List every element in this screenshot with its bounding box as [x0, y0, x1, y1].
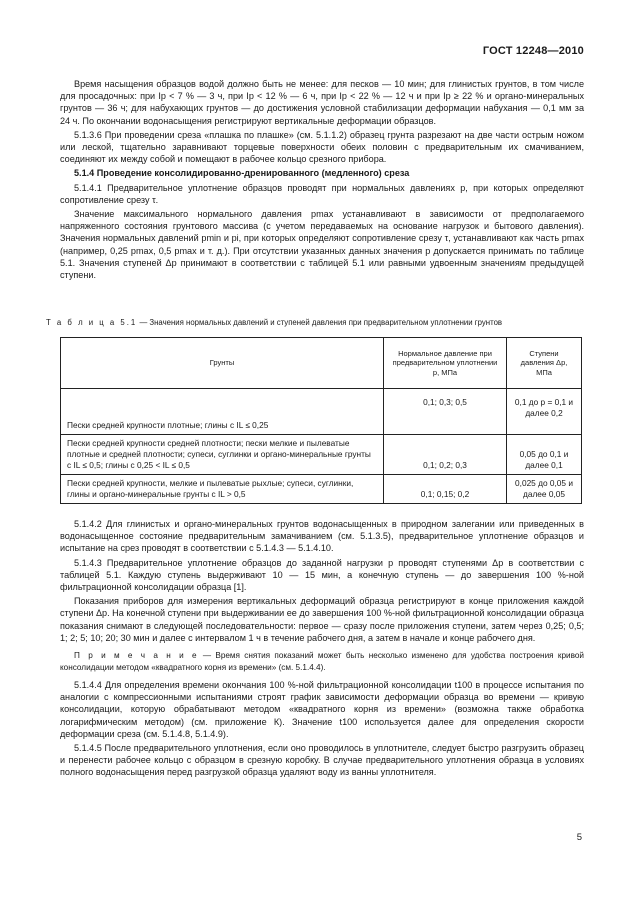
row-soil: Пески средней крупности средней плотности; пески мелкие и пылеватые плотные и средней плотности; супеси, суглинки и органо-минеральные грунты с IL ≤ 0,5; глины с 0,25 < IL ≤ 0,5	[61, 435, 384, 475]
table-header-row	[61, 338, 582, 389]
row-pressure: 0,1; 0,3; 0,5	[384, 389, 507, 435]
row-pressure: 0,1; 0,15; 0,2	[384, 475, 507, 504]
row-step: 0,05 до 0,1 и далее 0,1	[507, 435, 582, 475]
section-heading-5-1-4: 5.1.4 Проведение консолидированно-дренированного (медленного) среза	[74, 168, 410, 179]
top-text	[60, 78, 584, 281]
page-number: 5	[576, 832, 582, 843]
note	[60, 650, 584, 673]
standard-header: ГОСТ 12248—2010	[482, 45, 584, 57]
table-row	[61, 435, 582, 475]
bottom-text	[60, 518, 584, 779]
row-soil: Пески средней крупности плотные; глины с IL ≤ 0,25	[61, 389, 384, 435]
paragraph-5-1-4-1: 5.1.4.1 Предварительное уплотнение образцов проводят при нормальных давлениях p, при которых определяют сопротивление срезу τ.	[60, 182, 584, 205]
paragraph-5-1-4-2: 5.1.4.2 Для глинистых и органо-минеральных грунтов водонасыщенных в природном залегании или приведенных в водонасыщенное состояние предварительным замачиванием (см. 5.1.3.5), предварительное уплотнение образцов и испытание на срез проводят в соответствии с 5.1.4.3 — 5.1.4.10.	[60, 519, 584, 554]
paragraph-5-1-4-4: 5.1.4.4 Для определения времени окончания 100 %-ной фильтрационной консолидации t100 в процессе испытания по аналогии с компрессионными испытаниями строят график зависимости деформации образца во времени — кривую консолидации, которую обрабатывают методом «квадратного корня из времени» (возможна также обработка логарифмическим методом) (см. приложение К). Значение t100 используется далее для определения скорости деформации среза (см. 5.1.4.8, 5.1.4.9).	[60, 680, 584, 739]
row-soil: Пески средней крупности, мелкие и пылеватые рыхлые; супеси, суглинки, глины и органо-минеральные грунты с IL > 0,5	[61, 475, 384, 504]
paragraph-5-1-3-6: 5.1.3.6 При проведении среза «плашка по плашке» (см. 5.1.1.2) образец грунта разрезают на две части острым ножом или леской, тщательно заравнивают торцевые поверхности обеих половин с предварительным их смачиванием, соединяют их между собой и помещают в рабочее кольцо срезного прибора.	[60, 129, 584, 165]
header-pressure-steps: Ступени давления Δp, МПа	[507, 338, 582, 389]
table-caption-text: — Значения нормальных давлений и ступеней давления при предварительном уплотнении грунтов	[137, 318, 503, 327]
paragraph-readings: Показания приборов для измерения вертикальных деформаций образца регистрируют в конце приложения каждой ступени Δp. На конечной ступени при выдерживании ее до завершения 100 %-ной фильтрационной консолидации образца показания снимают в следующей последовательности: первое — сразу после приложения ступени, затем через 0,25; 0,5; 1; 2; 5; 10; 20; 30 мин и далее с интервалом 1 ч в течение рабочего дня, а затем в начале и конце рабочего дня.	[60, 596, 584, 643]
note-label: П р и м е ч а н и е	[74, 651, 199, 661]
header-normal-pressure: Нормальное давление при предварительном уплотнении p, МПа	[384, 338, 507, 389]
row-step: 0,025 до 0,05 и далее 0,05	[507, 475, 582, 504]
pressure-table	[60, 337, 582, 504]
row-pressure: 0,1; 0,2; 0,3	[384, 435, 507, 475]
header-soils: Грунты	[61, 338, 384, 389]
table-row	[61, 389, 582, 435]
paragraph-5-1-4-3: 5.1.4.3 Предварительное уплотнение образцов до заданной нагрузки p проводят ступенями Δp в соответствии с таблицей 5.1. Каждую ступень выдерживают 10 — 15 мин, а конечную ступень — до завершения 100 %-ной фильтрационной консолидации образца [1].	[60, 557, 584, 593]
note-text: — Время снятия показаний может быть несколько изменено для удобства построения кривой консолидации методом «квадратного корня из времени» (см. 5.1.4.4).	[60, 651, 584, 672]
table-caption	[46, 318, 586, 327]
paragraph-saturation: Время насыщения образцов водой должно быть не менее: для песков — 10 мин; для глинистых грунтов, в том числе для просадочных: при Iр < 7 % — 3 ч, при Iр < 12 % — 6 ч, при Iр < 22 % — 12 ч и при Iр ≥ 22 % и органо-минеральных грунтов — 36 ч; для набухающих грунтов — до достижения условной стабилизации деформации набухания — 0,1 мм за 24 ч. По окончании водонасыщения регистрируют вертикальные деформации образцов.	[60, 79, 584, 126]
paragraph-pmax: Значение максимального нормального давления pmax устанавливают в зависимости от предполагаемого напряженного состояния грунтового массива (с учетом передаваемых на основание нагрузок и бытового давления). Значения нормальных давлений pmin и pi, при которых определяют сопротивление срезу τ, устанавливают как часть pmax (например, 0,25 pmax, 0,5 pmax и т. д.). При отсутствии указанных данных значения p допускается принимать по таблице 5.1. Значения ступеней Δp принимают в соответствии с таблицей 5.1 или равными удвоенным значениям предыдущей ступени.	[60, 209, 584, 281]
table-caption-label: Т а б л и ц а 5.1	[46, 318, 138, 327]
paragraph-5-1-4-5: 5.1.4.5 После предварительного уплотнения, если оно проводилось в уплотнителе, следует быстро разгрузить образец и перенести рабочее кольцо с образцом в срезную коробку. В случае предварительного уплотнения образца в условиях полного водонасыщения перед разгрузкой образца удаляют воду из ванны уплотнителя.	[60, 743, 584, 778]
table-row	[61, 475, 582, 504]
row-step: 0,1 до p = 0,1 и далее 0,2	[507, 389, 582, 435]
